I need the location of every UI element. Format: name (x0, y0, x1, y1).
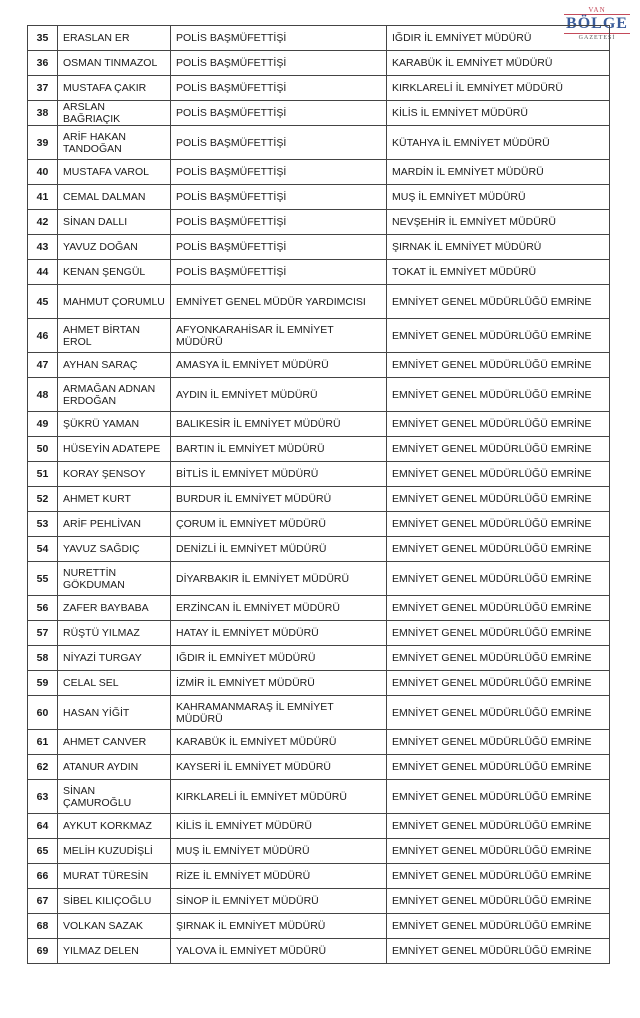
person-name-cell: ATANUR AYDIN (58, 755, 171, 780)
current-position-cell: EMNİYET GENEL MÜDÜR YARDIMCISI (171, 285, 387, 319)
row-number-cell: 57 (28, 621, 58, 646)
table-row (28, 26, 610, 51)
current-position-cell: AYDIN İL EMNİYET MÜDÜRÜ (171, 378, 387, 412)
table-row (28, 512, 610, 537)
current-position-cell: BALIKESİR İL EMNİYET MÜDÜRÜ (171, 412, 387, 437)
new-assignment-cell: EMNİYET GENEL MÜDÜRLÜĞÜ EMRİNE (387, 814, 610, 839)
current-position-cell: POLİS BAŞMÜFETTİŞİ (171, 210, 387, 235)
row-number-cell: 65 (28, 839, 58, 864)
row-number-cell: 61 (28, 730, 58, 755)
person-name-cell: CELAL SEL (58, 671, 171, 696)
table-row (28, 76, 610, 101)
row-number-cell: 38 (28, 101, 58, 126)
person-name-cell: ARİF HAKAN TANDOĞAN (58, 126, 171, 160)
current-position-cell: POLİS BAŞMÜFETTİŞİ (171, 160, 387, 185)
new-assignment-cell: KİLİS İL EMNİYET MÜDÜRÜ (387, 101, 610, 126)
person-name-cell: OSMAN TINMAZOL (58, 51, 171, 76)
current-position-cell: İZMİR İL EMNİYET MÜDÜRÜ (171, 671, 387, 696)
person-name-cell: AHMET CANVER (58, 730, 171, 755)
person-name-cell: YAVUZ DOĞAN (58, 235, 171, 260)
current-position-cell: POLİS BAŞMÜFETTİŞİ (171, 235, 387, 260)
row-number-cell: 39 (28, 126, 58, 160)
current-position-cell: ERZİNCAN İL EMNİYET MÜDÜRÜ (171, 596, 387, 621)
current-position-cell: POLİS BAŞMÜFETTİŞİ (171, 51, 387, 76)
person-name-cell: AYHAN SARAÇ (58, 353, 171, 378)
row-number-cell: 60 (28, 696, 58, 730)
table-row (28, 839, 610, 864)
table-row (28, 285, 610, 319)
person-name-cell: KENAN ŞENGÜL (58, 260, 171, 285)
row-number-cell: 68 (28, 914, 58, 939)
current-position-cell: IĞDIR İL EMNİYET MÜDÜRÜ (171, 646, 387, 671)
row-number-cell: 49 (28, 412, 58, 437)
new-assignment-cell: EMNİYET GENEL MÜDÜRLÜĞÜ EMRİNE (387, 285, 610, 319)
person-name-cell: ŞÜKRÜ YAMAN (58, 412, 171, 437)
person-name-cell: ZAFER BAYBABA (58, 596, 171, 621)
person-name-cell: CEMAL DALMAN (58, 185, 171, 210)
row-number-cell: 63 (28, 780, 58, 814)
row-number-cell: 54 (28, 537, 58, 562)
new-assignment-cell: NEVŞEHİR İL EMNİYET MÜDÜRÜ (387, 210, 610, 235)
new-assignment-cell: EMNİYET GENEL MÜDÜRLÜĞÜ EMRİNE (387, 378, 610, 412)
current-position-cell: POLİS BAŞMÜFETTİŞİ (171, 76, 387, 101)
person-name-cell: SİBEL KILIÇOĞLU (58, 889, 171, 914)
row-number-cell: 62 (28, 755, 58, 780)
table-row (28, 596, 610, 621)
new-assignment-cell: EMNİYET GENEL MÜDÜRLÜĞÜ EMRİNE (387, 437, 610, 462)
table-row (28, 814, 610, 839)
new-assignment-cell: ŞIRNAK İL EMNİYET MÜDÜRÜ (387, 235, 610, 260)
table-row (28, 914, 610, 939)
current-position-cell: POLİS BAŞMÜFETTİŞİ (171, 126, 387, 160)
row-number-cell: 58 (28, 646, 58, 671)
person-name-cell: SİNAN ÇAMUROĞLU (58, 780, 171, 814)
current-position-cell: ŞIRNAK İL EMNİYET MÜDÜRÜ (171, 914, 387, 939)
current-position-cell: KAHRAMANMARAŞ İL EMNİYET MÜDÜRÜ (171, 696, 387, 730)
person-name-cell: MELİH KUZUDİŞLİ (58, 839, 171, 864)
row-number-cell: 51 (28, 462, 58, 487)
new-assignment-cell: EMNİYET GENEL MÜDÜRLÜĞÜ EMRİNE (387, 646, 610, 671)
new-assignment-cell: MUŞ İL EMNİYET MÜDÜRÜ (387, 185, 610, 210)
new-assignment-cell: EMNİYET GENEL MÜDÜRLÜĞÜ EMRİNE (387, 512, 610, 537)
table-row (28, 730, 610, 755)
person-name-cell: AHMET BİRTAN EROL (58, 319, 171, 353)
new-assignment-cell: KARABÜK İL EMNİYET MÜDÜRÜ (387, 51, 610, 76)
table-row (28, 671, 610, 696)
row-number-cell: 56 (28, 596, 58, 621)
new-assignment-cell: EMNİYET GENEL MÜDÜRLÜĞÜ EMRİNE (387, 537, 610, 562)
current-position-cell: KARABÜK İL EMNİYET MÜDÜRÜ (171, 730, 387, 755)
person-name-cell: ARSLAN BAĞRIAÇIK (58, 101, 171, 126)
table-row (28, 437, 610, 462)
new-assignment-cell: TOKAT İL EMNİYET MÜDÜRÜ (387, 260, 610, 285)
row-number-cell: 64 (28, 814, 58, 839)
new-assignment-cell: KÜTAHYA İL EMNİYET MÜDÜRÜ (387, 126, 610, 160)
person-name-cell: YAVUZ SAĞDIÇ (58, 537, 171, 562)
new-assignment-cell: MARDİN İL EMNİYET MÜDÜRÜ (387, 160, 610, 185)
person-name-cell: SİNAN DALLI (58, 210, 171, 235)
new-assignment-cell: EMNİYET GENEL MÜDÜRLÜĞÜ EMRİNE (387, 755, 610, 780)
table-row (28, 889, 610, 914)
new-assignment-cell: EMNİYET GENEL MÜDÜRLÜĞÜ EMRİNE (387, 487, 610, 512)
table-row (28, 696, 610, 730)
current-position-cell: MUŞ İL EMNİYET MÜDÜRÜ (171, 839, 387, 864)
table-row (28, 864, 610, 889)
new-assignment-cell: EMNİYET GENEL MÜDÜRLÜĞÜ EMRİNE (387, 864, 610, 889)
current-position-cell: POLİS BAŞMÜFETTİŞİ (171, 26, 387, 51)
current-position-cell: DENİZLİ İL EMNİYET MÜDÜRÜ (171, 537, 387, 562)
row-number-cell: 50 (28, 437, 58, 462)
table-row (28, 939, 610, 964)
row-number-cell: 41 (28, 185, 58, 210)
row-number-cell: 59 (28, 671, 58, 696)
person-name-cell: ARİF PEHLİVAN (58, 512, 171, 537)
assignment-table-body (28, 26, 610, 964)
person-name-cell: RÜŞTÜ YILMAZ (58, 621, 171, 646)
current-position-cell: AFYONKARAHİSAR İL EMNİYET MÜDÜRÜ (171, 319, 387, 353)
table-row (28, 260, 610, 285)
new-assignment-cell: EMNİYET GENEL MÜDÜRLÜĞÜ EMRİNE (387, 412, 610, 437)
table-row (28, 319, 610, 353)
table-row (28, 755, 610, 780)
person-name-cell: MUSTAFA ÇAKIR (58, 76, 171, 101)
new-assignment-cell: EMNİYET GENEL MÜDÜRLÜĞÜ EMRİNE (387, 671, 610, 696)
current-position-cell: HATAY İL EMNİYET MÜDÜRÜ (171, 621, 387, 646)
current-position-cell: KAYSERİ İL EMNİYET MÜDÜRÜ (171, 755, 387, 780)
assignment-table (27, 25, 610, 964)
person-name-cell: AHMET KURT (58, 487, 171, 512)
person-name-cell: NURETTİN GÖKDUMAN (58, 562, 171, 596)
row-number-cell: 36 (28, 51, 58, 76)
new-assignment-cell: EMNİYET GENEL MÜDÜRLÜĞÜ EMRİNE (387, 914, 610, 939)
person-name-cell: HÜSEYİN ADATEPE (58, 437, 171, 462)
new-assignment-cell: EMNİYET GENEL MÜDÜRLÜĞÜ EMRİNE (387, 730, 610, 755)
table-row (28, 621, 610, 646)
table-row (28, 462, 610, 487)
table-row (28, 160, 610, 185)
row-number-cell: 48 (28, 378, 58, 412)
table-row (28, 780, 610, 814)
current-position-cell: KİLİS İL EMNİYET MÜDÜRÜ (171, 814, 387, 839)
new-assignment-cell: EMNİYET GENEL MÜDÜRLÜĞÜ EMRİNE (387, 939, 610, 964)
person-name-cell: KORAY ŞENSOY (58, 462, 171, 487)
row-number-cell: 55 (28, 562, 58, 596)
row-number-cell: 66 (28, 864, 58, 889)
logo-main-text: BÖLGE (566, 15, 628, 32)
new-assignment-cell: EMNİYET GENEL MÜDÜRLÜĞÜ EMRİNE (387, 621, 610, 646)
table-row (28, 235, 610, 260)
current-position-cell: KIRKLARELİ İL EMNİYET MÜDÜRÜ (171, 780, 387, 814)
row-number-cell: 47 (28, 353, 58, 378)
current-position-cell: SİNOP İL EMNİYET MÜDÜRÜ (171, 889, 387, 914)
table-row (28, 562, 610, 596)
row-number-cell: 43 (28, 235, 58, 260)
current-position-cell: POLİS BAŞMÜFETTİŞİ (171, 260, 387, 285)
new-assignment-cell: EMNİYET GENEL MÜDÜRLÜĞÜ EMRİNE (387, 353, 610, 378)
new-assignment-cell: EMNİYET GENEL MÜDÜRLÜĞÜ EMRİNE (387, 462, 610, 487)
table-row (28, 537, 610, 562)
table-row (28, 101, 610, 126)
person-name-cell: NİYAZİ TURGAY (58, 646, 171, 671)
current-position-cell: RİZE İL EMNİYET MÜDÜRÜ (171, 864, 387, 889)
person-name-cell: YILMAZ DELEN (58, 939, 171, 964)
row-number-cell: 52 (28, 487, 58, 512)
logo-bottom-text: GAZETESİ (578, 35, 616, 41)
current-position-cell: YALOVA İL EMNİYET MÜDÜRÜ (171, 939, 387, 964)
table-row (28, 487, 610, 512)
current-position-cell: AMASYA İL EMNİYET MÜDÜRÜ (171, 353, 387, 378)
row-number-cell: 67 (28, 889, 58, 914)
current-position-cell: DİYARBAKIR İL EMNİYET MÜDÜRÜ (171, 562, 387, 596)
new-assignment-cell: EMNİYET GENEL MÜDÜRLÜĞÜ EMRİNE (387, 596, 610, 621)
row-number-cell: 42 (28, 210, 58, 235)
current-position-cell: ÇORUM İL EMNİYET MÜDÜRÜ (171, 512, 387, 537)
new-assignment-cell: EMNİYET GENEL MÜDÜRLÜĞÜ EMRİNE (387, 839, 610, 864)
table-row (28, 378, 610, 412)
new-assignment-cell: EMNİYET GENEL MÜDÜRLÜĞÜ EMRİNE (387, 319, 610, 353)
new-assignment-cell: EMNİYET GENEL MÜDÜRLÜĞÜ EMRİNE (387, 780, 610, 814)
row-number-cell: 69 (28, 939, 58, 964)
row-number-cell: 37 (28, 76, 58, 101)
person-name-cell: MAHMUT ÇORUMLU (58, 285, 171, 319)
person-name-cell: VOLKAN SAZAK (58, 914, 171, 939)
new-assignment-cell: EMNİYET GENEL MÜDÜRLÜĞÜ EMRİNE (387, 696, 610, 730)
table-row (28, 353, 610, 378)
row-number-cell: 44 (28, 260, 58, 285)
new-assignment-cell: EMNİYET GENEL MÜDÜRLÜĞÜ EMRİNE (387, 562, 610, 596)
person-name-cell: HASAN YİĞİT (58, 696, 171, 730)
table-row (28, 185, 610, 210)
new-assignment-cell: IĞDIR İL EMNİYET MÜDÜRÜ (387, 26, 610, 51)
current-position-cell: BURDUR İL EMNİYET MÜDÜRÜ (171, 487, 387, 512)
row-number-cell: 35 (28, 26, 58, 51)
row-number-cell: 46 (28, 319, 58, 353)
new-assignment-cell: EMNİYET GENEL MÜDÜRLÜĞÜ EMRİNE (387, 889, 610, 914)
table-row (28, 646, 610, 671)
person-name-cell: AYKUT KORKMAZ (58, 814, 171, 839)
current-position-cell: BARTIN İL EMNİYET MÜDÜRÜ (171, 437, 387, 462)
row-number-cell: 45 (28, 285, 58, 319)
table-row (28, 51, 610, 76)
current-position-cell: BİTLİS İL EMNİYET MÜDÜRÜ (171, 462, 387, 487)
row-number-cell: 40 (28, 160, 58, 185)
current-position-cell: POLİS BAŞMÜFETTİŞİ (171, 185, 387, 210)
person-name-cell: MUSTAFA VAROL (58, 160, 171, 185)
logo-top-text: VAN (588, 6, 606, 14)
current-position-cell: POLİS BAŞMÜFETTİŞİ (171, 101, 387, 126)
new-assignment-cell: KIRKLARELİ İL EMNİYET MÜDÜRÜ (387, 76, 610, 101)
table-row (28, 210, 610, 235)
table-row (28, 412, 610, 437)
row-number-cell: 53 (28, 512, 58, 537)
table-row (28, 126, 610, 160)
person-name-cell: ERASLAN ER (58, 26, 171, 51)
person-name-cell: ARMAĞAN ADNAN ERDOĞAN (58, 378, 171, 412)
person-name-cell: MURAT TÜRESİN (58, 864, 171, 889)
